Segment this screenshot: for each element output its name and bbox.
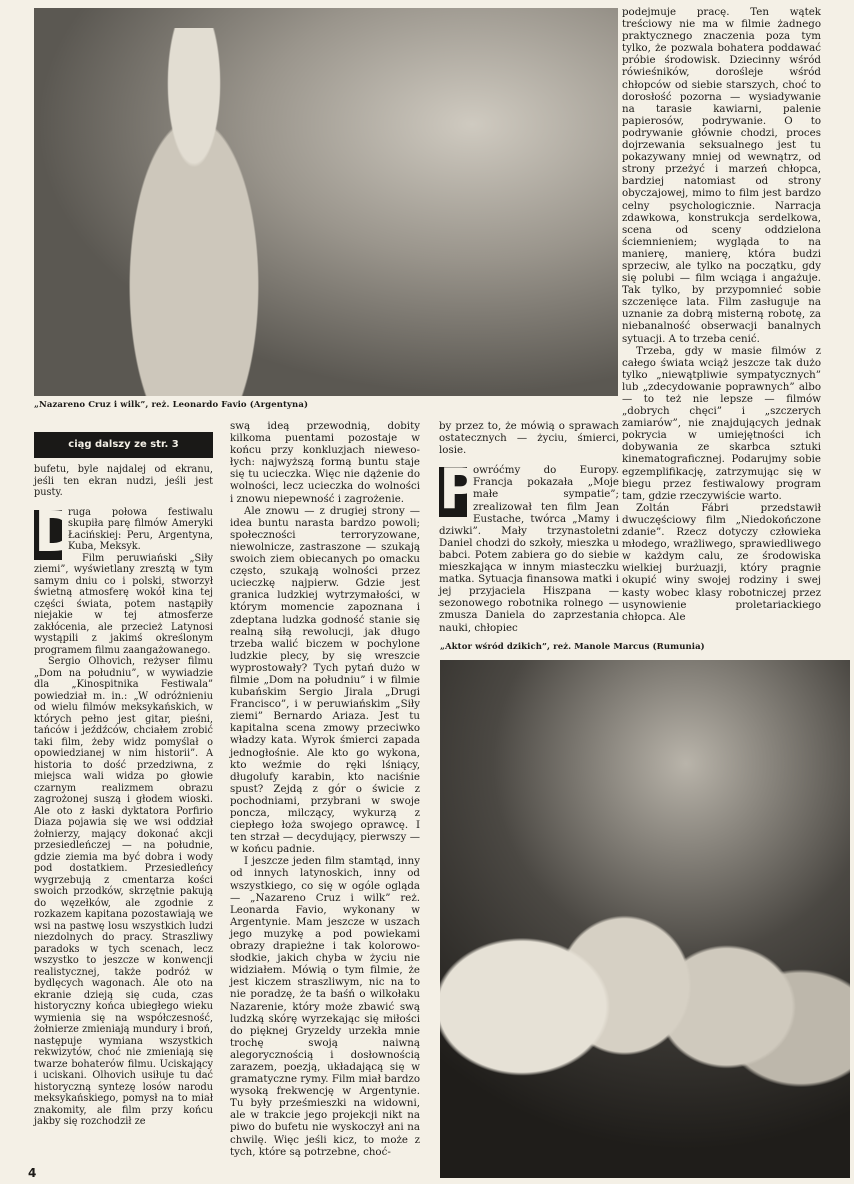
- col1-paragraph: Film peruwiański „Siły ziemi”, wyświetlany zresztą w tym samym dniu co i polski, stworzył świetną atmosferę wokół kina tej części świata, potem nastąpiły niejakie w tej atmosferze zakłócenia, ale przecież Latynosi wystąpili z jakimś określonym programem filmu zaangażowanego.: [34, 552, 213, 656]
- col2-paragraph: swą ideą przewodnią, dobity kilkoma puentami pozostaje w końcu przy konkluzjach niewesołych: najwyższą formą buntu staje się tu ucieczka. Więc nie dążenie do wolności, lecz ucieczka do wolności i znowu niepewność i zagrożenie.: [230, 420, 420, 505]
- photo-figures-dancers: [440, 750, 850, 1178]
- col1-intro: bufetu, byle najdalej od ekranu, jeśli ten ekran nudzi, jeśli jest pusty.: [34, 464, 213, 498]
- col2-paragraph: I jeszcze jeden film stamtąd, inny od innych latynoskich, inny od wszystkiego, co się w ogóle ogląda — „Nazareno Cruz i wilk” reż. Leonarda Favio, wykonany w Argentynie. Mam jeszcze w uszach jego muzykę a pod powiekami obrazy drapieżne i tak kolorowo-słodkie, jakich chyba w życiu nie widziałem. Mówią o tym filmie, że jest kiczem straszliwym, nic na to nie poradzę, że ta baśń o wilkołaku Nazarenie, który może zbawić swą ludzką skórę wyrzekając się miłości do pięknej Gryzeldy urzekła mnie trochę swoją naiwną alegorycznością i dosłownością zarazem, poezją, układającą się w gramatyczne rymy. Film miał bardzo wysoką frekwencję w Argentynie. Tu były prześmieszki na widowni, ale w trakcie jego projekcji nikt na piwo do bufetu nie wyskoczył ani na chwilę. Więc jeśli kicz, to może z tych, które są potrzebne, choć-: [230, 855, 420, 1158]
- article-column-1: [34, 464, 213, 1159]
- col3-paragraph: owróćmy do Europy. Francja pokazała „Moje małe sympatie”; zrealizował ten film Jean Eustache, twórca „Mamy i dziwki”. Mały trzynastoletni Daniel chodzi do szkoły, mieszka u babci. Potem zabiera go do siebie mieszkająca w innym miasteczku matka. Sytuacja finansowa matki i jej przyjaciela Hiszpana — sezonowego robotnika rolnego — zmusza Daniela do zaprzestania nauki, chłopiec: [439, 464, 619, 634]
- page-number: 4: [28, 1166, 37, 1180]
- col4-paragraph: podejmuje pracę. Ten wątek treściowy nie ma w filmie żadnego praktycznego znaczenia poza tym tylko, że pozwala bohatera poddawać próbie środowisk. Dziecinny wśród rówieśników, doroślejе wśród chłopców od siebie starszych, choć to dorosłość pozorna — wysiadywanie na tarasie kawiarni, palenie papierosów, podrywanie. O to podrywanie głównie chodzi, proces dojrzewania seksualnego jest tu pokazywany mniej od wewnątrz, od strony przeżyć i marzeń chłopca, bardziej natomiast od strony obyczajowej, mimo to film jest bardzo celny psychologicznie. Narracja zdawkowa, konstrukcja serdelkowa, scena od sceny oddzielona ściemnieniem; wygląda to na manierę, manierę, która budzi sprzeciw, ale tylko na początku, gdy się polubi — film wciąga i angażuje. Tak tylko, by przypomnieć sobie szczenięce lata. Film zasługuje na uznanie za dobrą misterną robotę, za niebanalność obserwacji banalnych sytuacji. A to trzeba cenić.: [622, 6, 821, 345]
- caption-photo2: „Aktor wśród dzikich”, reż. Manole Marcus (Rumunia): [440, 642, 705, 652]
- drop-cap-d: D: [34, 499, 81, 565]
- article-column-4: [622, 6, 821, 636]
- col1-paragraph: Sergio Olhovich, reżyser filmu „Dom na południu”, w wywiadzie dla „Kinospitnika Festiwala” powiedział m. in.: „W odróżnieniu od wielu filmów meksykańskich, w których pełno jest gitar, pieśni, tańców i jeźdźców, chciałem zrobić taki film, żeby widz pomyślał o opowiedzianej w nim historii”. A historia to dość przedziwna, z miejsca wali widza po głowie czarnym realizmem obrazu zagrożonej suszą i głodem wioski. Ale oto z łaski dyktatora Porfirio Diaza pojawia się we wsi oddział żołnierzy, mający dokonać akcji przesiedleńczej — na południe, gdzie ziemia ma być dobra i wody pod dostatkiem. Przesiedleńcy wygrzebują z cmentarza kości swoich przodków, skrzętnie pakują do węzełków, ale zgodnie z rozkazem kapitana pozostawiają we wsi na pastwę losu wszystkich ludzi niezdolnych do pracy. Straszliwy paradoks w tych scenach, lecz wszystko to jeszcze w konwencji realistycznej, także podróż w bydlęcych wagonach. Ale oto na ekranie dzieją się cuda, czas historyczny końca ubiegłego wieku wymienia się na współczesność, żołnierze zmieniają mundury i broń, następuje wymiana wszystkich rekwizytów, choć nie zmieniają się twarze bohaterów filmu. Uciskający i uciskani. Olhovich usiłuje tu dać historyczną syntezę losów narodu meksykańskiego, pomysł na to miał znakomity, ale film przy końcu jakby się rozchodził ze: [34, 656, 213, 1127]
- photo-nazareno-cruz: [34, 8, 618, 396]
- col2-paragraph: Ale znowu — z drugiej strony — idea buntu narasta bardzo powoli; społeczności terroryzowane, niewolnicze, zastraszone — szukają swoich ziem obiecanych po omacku często, szukają wolności przez ucieczkę najpierw. Gdzie jest granica ludzkiej wytrzymałości, w którym momencie zapoznana i zdeptana ludzka godność stanie się realną siłą rewolucji, jak długo trzeba walić biczem w pochylone ludzkie plecy, by się wreszcie wyprostowały? Tych pytań dużo w filmie „Dom na południu” i w filmie kubańskim Sergio Jirala „Drugi Francisco”, i w peruwiańskim „Siły ziemi” Bernardo Ariaza. Jest tu kapitalna scena zmowy przeciwko władzy kata. Wyrok śmierci zapada jednogłośnie. Ale kto go wykona, kto weźmie do ręki lśniący, długolufy karabin, kto naciśnie spust? Zejdą z gór o świcie z pochodniami, przybrani w swoje poncza, milczący, wykurzą z ciepłego łoża swojego oprawcę. I ten strzał — decydujący, pierwszy — w końcu padnie.: [230, 504, 420, 856]
- drop-cap-p: P: [439, 457, 481, 523]
- caption-photo1: „Nazareno Cruz i wilk”, reż. Leonardo Favio (Argentyna): [34, 400, 309, 410]
- photo-aktor-wsrod-dzikich: [440, 660, 850, 1178]
- photo-figure-woman: [94, 28, 294, 396]
- continued-banner: ciąg dalszy ze str. 3: [34, 432, 213, 458]
- col4-paragraph: Zoltán Fábri przedstawił dwuczęściowy film „Niedokończone zdanie”. Rzecz dotyczy człowieka młodego, wrażliwego, sprawiedliwego w każdym calu, ze środowiska wielkiej burżuazji, który pragnie okupić winy swojej rodziny i swej kasty wobec klasy robotniczej przez usynowienie proletariackiego chłopca. Ale: [622, 501, 821, 623]
- article-column-2: [230, 420, 420, 1160]
- article-column-3: [439, 420, 619, 635]
- col1-paragraph: ruga połowa festiwalu skupiła parę filmów Ameryki Łacińskiej: Peru, Argentyna, Kuba, Meksyk.: [68, 506, 213, 552]
- col4-paragraph: Trzeba, gdy w masie filmów z całego świata wciąż jeszcze tak dużo tylko „niewątpliwie sympatycznych” lub „zdecydowanie poprawnych” albo — to też nie lepsze — filmów „dobrych chęci” i „szczerych zamiarów”, nie znajdujących jednak pokrycia w umiejętności ich dobywania ze skarbca sztuki kinematograficznej. Podarujmy sobie egzemplifikację, zatrzymując się w biegu przez festiwalowy program tam, gdzie rzeczywiście warto.: [622, 344, 821, 502]
- col3-paragraph: by przez to, że mówią o sprawach ostatecznych — życiu, śmierci, losie.: [439, 420, 619, 457]
